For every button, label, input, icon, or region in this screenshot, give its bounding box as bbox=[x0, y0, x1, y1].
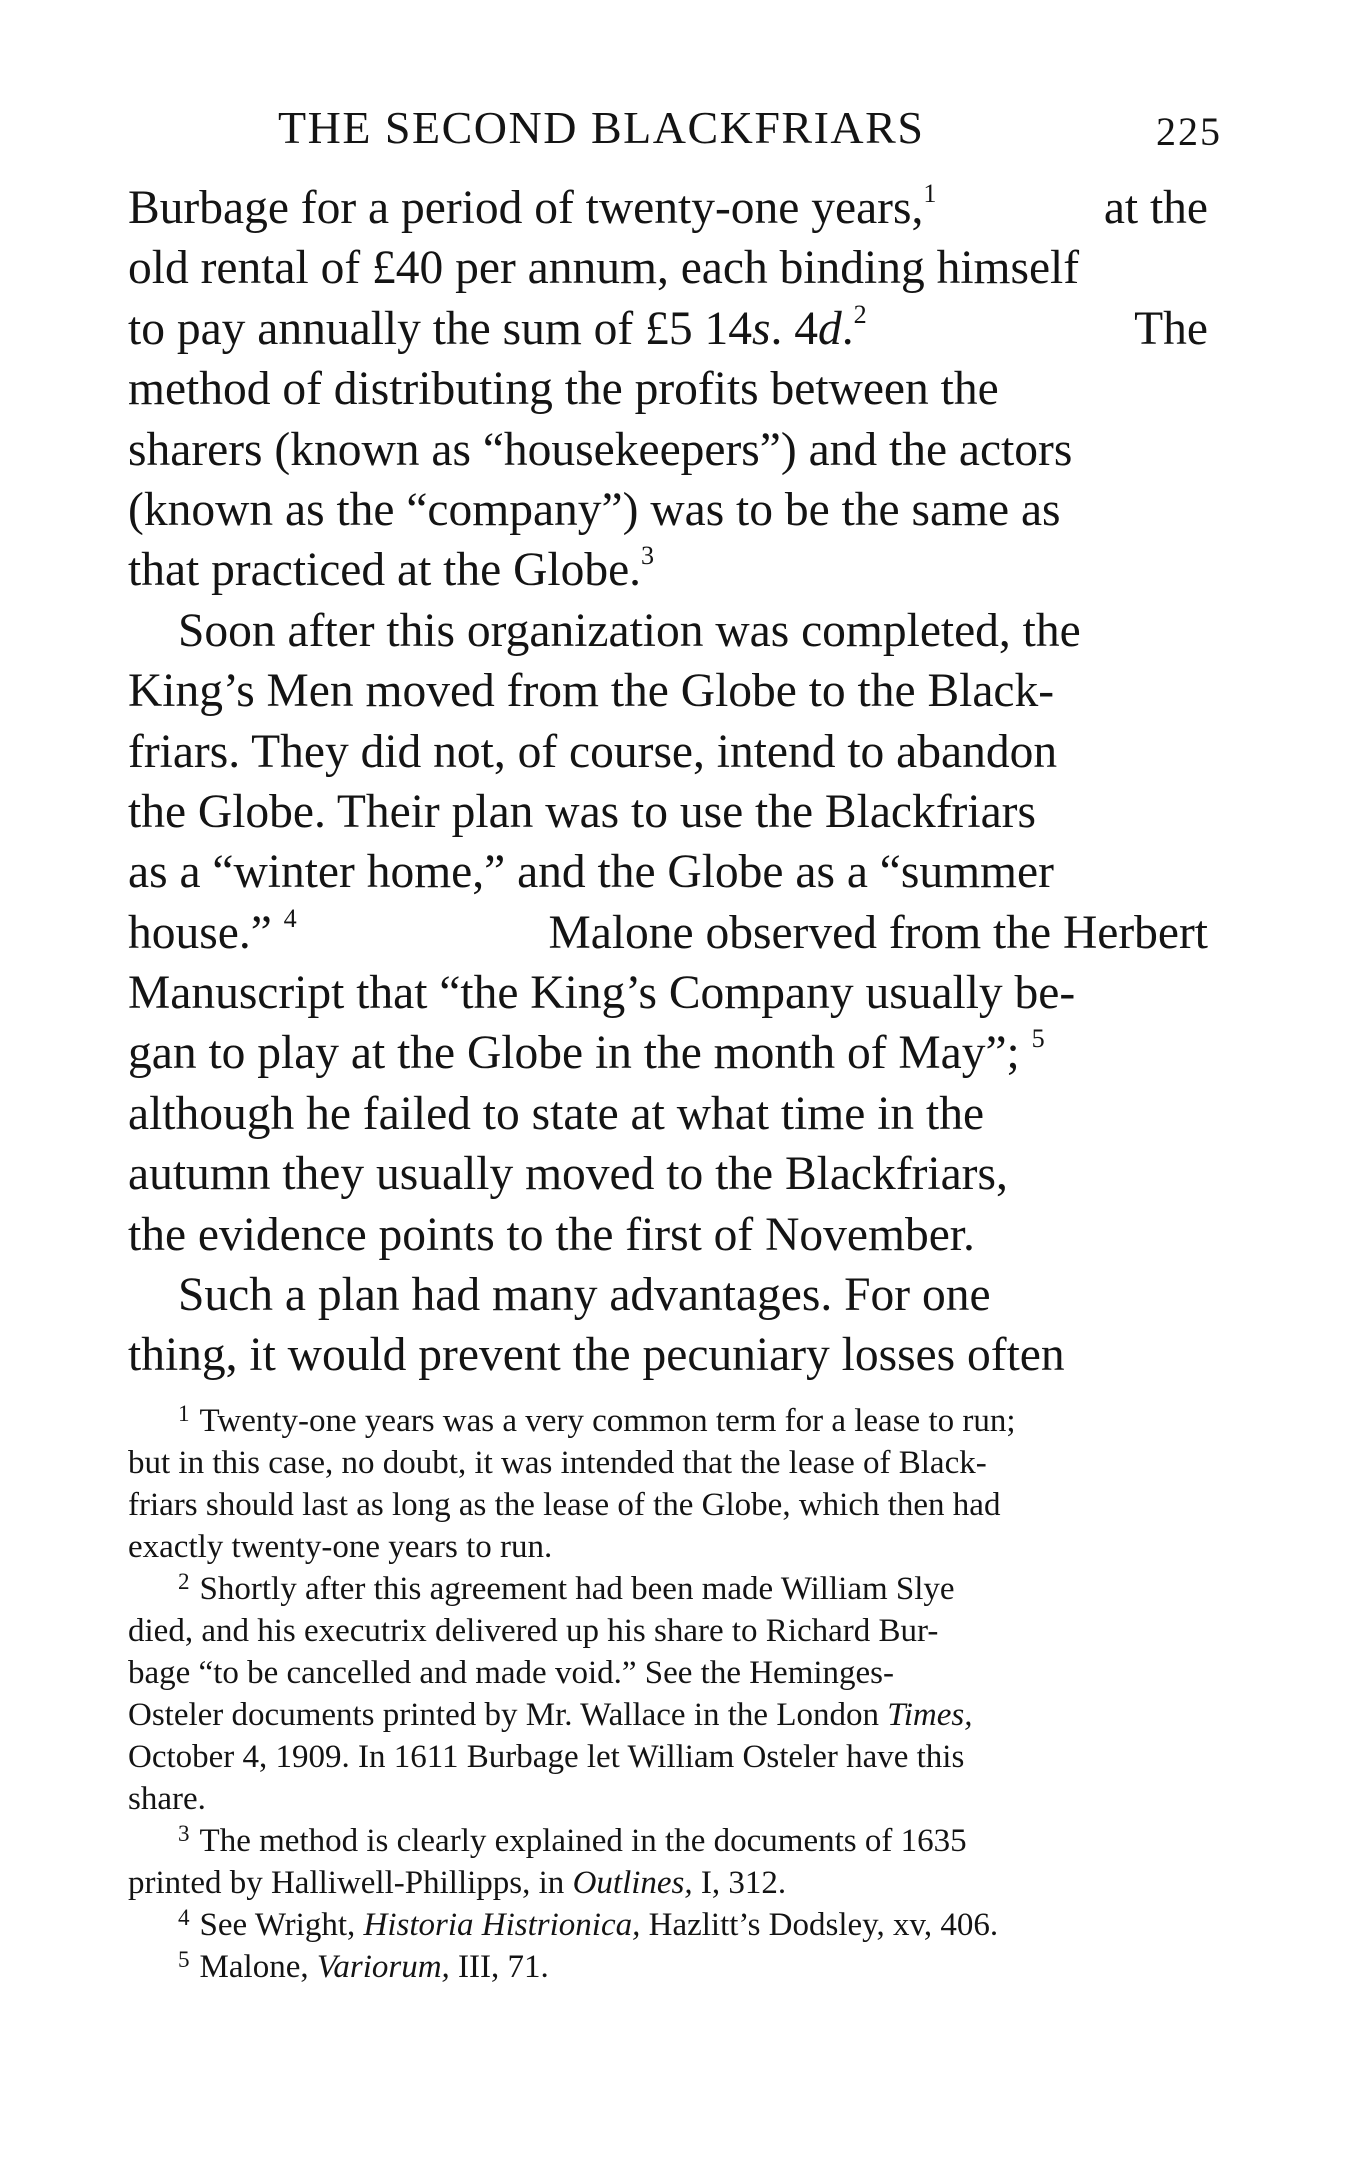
text-line bbox=[128, 480, 1208, 540]
text-segment: thing, it would prevent the pecuniary losses often bbox=[128, 1329, 1065, 1382]
footnote-line: exactly twenty-one years to run. bbox=[128, 1529, 553, 1565]
text-line bbox=[128, 963, 1208, 1023]
text-segment: although he failed to state at what time in the bbox=[128, 1087, 985, 1140]
text-line bbox=[128, 601, 1208, 661]
footnote-ref[interactable]: 2 bbox=[853, 299, 867, 329]
page-number: 225 bbox=[1156, 109, 1222, 154]
text-line bbox=[128, 661, 1208, 721]
footnote-line: but in this case, no doubt, it was intended that the lease of Black- bbox=[128, 1445, 987, 1481]
text-line bbox=[128, 1265, 1208, 1325]
footnote-line: printed by Halliwell-Phillipps, in Outlines, I, 312. bbox=[128, 1865, 787, 1901]
text-line bbox=[128, 1325, 1208, 1385]
footnote-number: 1 bbox=[178, 1399, 190, 1426]
text-line bbox=[128, 1144, 1208, 1204]
text-segment: (known as the “company”) was to be the same as bbox=[128, 483, 1061, 536]
text-line bbox=[128, 359, 1208, 419]
text-segment: at the bbox=[1103, 182, 1208, 234]
text-line bbox=[128, 540, 1208, 600]
text-segment: Malone observed from the Herbert bbox=[548, 906, 1208, 959]
footnote-3: $^3$ The method is clearly explained in the documents of 1635 bbox=[178, 1819, 967, 1859]
footnote-ref[interactable]: 4 bbox=[283, 903, 297, 933]
text-line bbox=[128, 722, 1208, 782]
footnote-number: 5 bbox=[178, 1945, 190, 1972]
footnote-line: Osteler documents printed by Mr. Wallace in the London Times, bbox=[128, 1697, 973, 1733]
text-segment: old rental of £40 per annum, each binding himself bbox=[128, 242, 1080, 295]
text-segment: friars. They did not, of course, intend to abandon bbox=[128, 725, 1058, 778]
footnote-ref[interactable]: 1 bbox=[923, 179, 937, 209]
footnote-4: $^4$ See Wright, Historia Histrionica, Hazlitt’s Dodsley, xv, 406. bbox=[178, 1903, 999, 1943]
text-segment: autumn they usually moved to the Blackfriars, bbox=[128, 1148, 1008, 1201]
text-segment: to pay annually the sum of £5 14s. 4d.$^2$ bbox=[128, 299, 867, 355]
footnote-line: share. bbox=[128, 1781, 206, 1817]
footnote-number: 4 bbox=[178, 1903, 190, 1930]
footnote-line: friars should last as long as the lease of the Globe, which then had bbox=[128, 1487, 1001, 1523]
text-line bbox=[128, 1205, 1208, 1265]
text-line bbox=[128, 299, 1208, 359]
footnote-line: bage “to be cancelled and made void.” See the Heminges- bbox=[128, 1655, 895, 1691]
main-text bbox=[128, 178, 1208, 1386]
footnote-ref[interactable]: 5 bbox=[1031, 1024, 1045, 1054]
text-segment: gan to play at the Globe in the month of May”; $^5$ bbox=[128, 1024, 1045, 1080]
footnote-number: 2 bbox=[178, 1567, 190, 1594]
text-line bbox=[128, 842, 1208, 902]
footnote-2: $^2$ Shortly after this agreement had been made William Slye bbox=[178, 1567, 955, 1607]
footnote-5: $^5$ Malone, Variorum, III, 71. bbox=[178, 1945, 549, 1985]
running-header bbox=[270, 98, 1230, 158]
text-segment: as a “winter home,” and the Globe as a “summer bbox=[128, 846, 1054, 899]
text-line bbox=[128, 420, 1208, 480]
footnote-line: died, and his executrix delivered up his share to Richard Bur- bbox=[128, 1613, 939, 1649]
footnotes bbox=[128, 1400, 1208, 1988]
text-line bbox=[128, 903, 1208, 963]
text-segment: method of distributing the profits between the bbox=[128, 363, 999, 416]
text-segment: The bbox=[1134, 302, 1208, 355]
footnote-number: 3 bbox=[178, 1819, 190, 1846]
text-segment: King’s Men moved from the Globe to the Black- bbox=[128, 665, 1055, 718]
text-segment: the evidence points to the first of November. bbox=[128, 1208, 975, 1261]
text-segment: Manuscript that “the King’s Company usually be- bbox=[128, 967, 1076, 1020]
footnote-ref[interactable]: 3 bbox=[641, 541, 655, 571]
text-line bbox=[128, 1023, 1208, 1083]
text-line bbox=[128, 178, 1208, 238]
text-segment: Burbage for a period of twenty-one years,$^1$ bbox=[128, 179, 937, 234]
running-title: THE SECOND BLACKFRIARS bbox=[278, 102, 925, 153]
text-segment: Soon after this organization was completed, the bbox=[178, 604, 1081, 657]
text-line bbox=[128, 238, 1208, 298]
text-segment: Such a plan had many advantages. For one bbox=[178, 1269, 991, 1322]
text-segment: the Globe. Their plan was to use the Blackfriars bbox=[128, 785, 1036, 838]
footnote-line: October 4, 1909. In 1611 Burbage let William Osteler have this bbox=[128, 1739, 965, 1775]
text-segment: house.” $^4$ bbox=[128, 903, 297, 959]
text-segment: sharers (known as “housekeepers”) and the actors bbox=[128, 423, 1073, 476]
text-line bbox=[128, 782, 1208, 842]
text-segment: that practiced at the Globe.$^3$ bbox=[128, 541, 655, 597]
footnote-1: $^1$ Twenty-one years was a very common term for a lease to run; bbox=[178, 1399, 1016, 1439]
text-line bbox=[128, 1084, 1208, 1144]
